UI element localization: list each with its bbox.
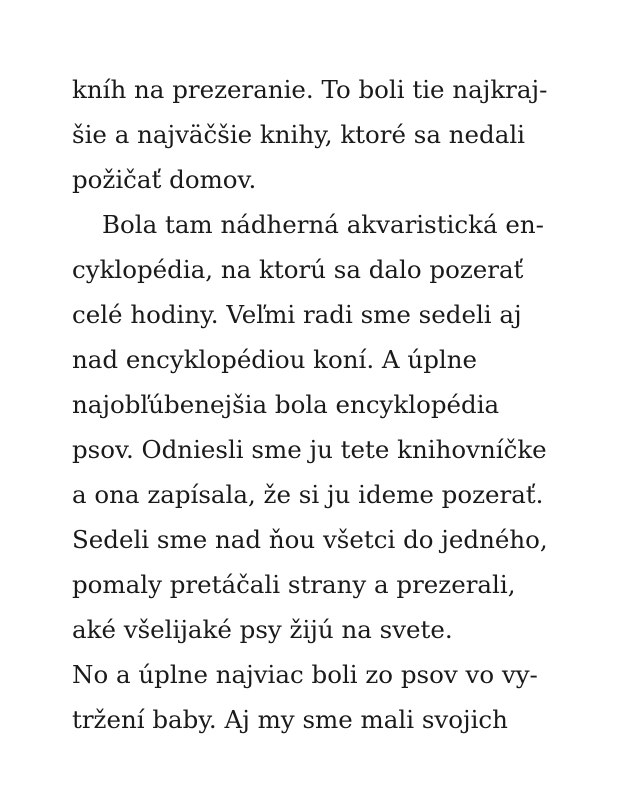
paragraph-start-line: Bola tam nádherná akvaristická en- [102, 210, 544, 239]
text-line: kníh na prezeranie. To boli tie najkraj- [72, 75, 548, 104]
page-text [72, 67, 592, 742]
text-line: aké všelijaké psy žijú na svete. [72, 615, 453, 644]
text-line: najobľúbenejšia bola encyklopédia [72, 390, 500, 419]
text-line: šie a najväčšie knihy, ktoré sa nedali [72, 120, 525, 149]
text-line: No a úplne najviac boli zo psov vo vy- [72, 660, 538, 689]
text-line: cyklopédia, na ktorú sa dalo pozerať [72, 255, 524, 284]
text-line: celé hodiny. Veľmi radi sme sedeli aj [72, 300, 522, 329]
text-line: tržení baby. Aj my sme mali svojich [72, 705, 508, 734]
text-line: nad encyklopédiou koní. A úplne [72, 345, 477, 374]
text-line: a ona zapísala, že si ju ideme pozerať. [72, 480, 544, 509]
text-line: požičať domov. [72, 165, 257, 194]
text-line: pomaly pretáčali strany a prezerali, [72, 570, 516, 599]
text-line: Sedeli sme nad ňou všetci do jedného, [72, 525, 548, 554]
text-line: psov. Odniesli sme ju tete knihovníčke [72, 435, 547, 464]
